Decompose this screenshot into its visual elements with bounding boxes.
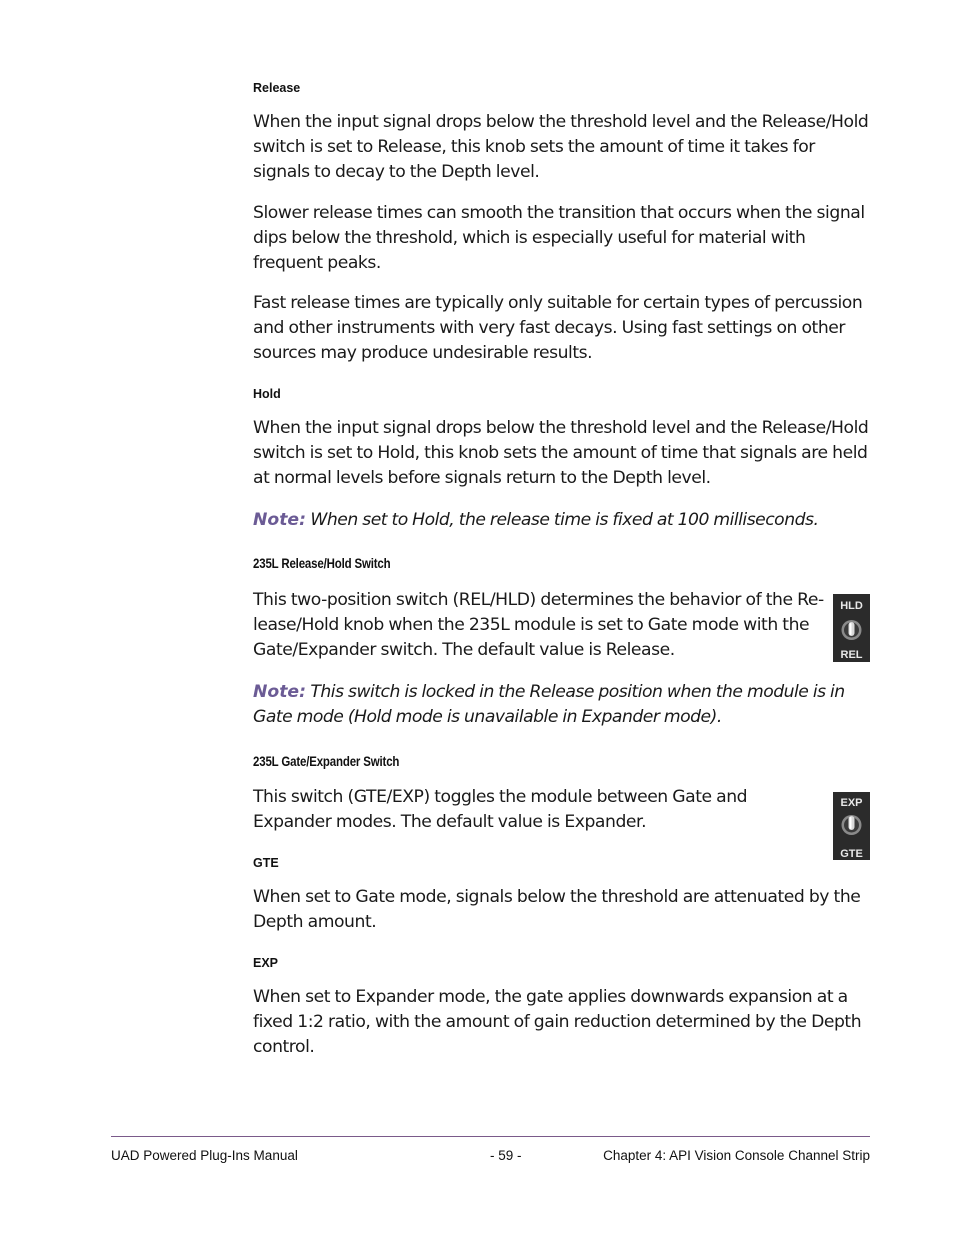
note-label: Note: bbox=[253, 682, 306, 702]
exp-paragraph: When set to Expander mode, the gate applies downwards expansion at a fixed 1:2 ratio, with the amount of gain reduction determined by the Depth control. bbox=[253, 987, 862, 1057]
rel-hld-switch-icon bbox=[833, 594, 870, 662]
footer-page-number: - 59 - bbox=[490, 1148, 522, 1163]
heading-release: Release bbox=[253, 81, 301, 95]
gte-paragraph: When set to Gate mode, signals below the threshold are attenuated by the Depth amount. bbox=[253, 887, 861, 932]
heading-gte: GTE bbox=[253, 856, 279, 870]
switch-bottom-label: GTE bbox=[840, 848, 863, 860]
footer-chapter-title: Chapter 4: API Vision Console Channel Strip bbox=[603, 1148, 870, 1163]
release-paragraph-2: Slower release times can smooth the transition that occurs when the signal dips below the threshold, which is especially useful for material with frequent peaks. bbox=[253, 203, 865, 273]
gte-exp-switch-icon bbox=[833, 792, 870, 860]
note-text: This switch is locked in the Release position when the module is in Gate mode (Hold mode is unavailable in Expander mode). bbox=[253, 682, 845, 727]
release-paragraph-3: Fast release times are typically only suitable for certain types of percussion and other instruments with very fast decays. Using fast settings on other sources may produce undesirable results. bbox=[253, 293, 863, 363]
footer-rule bbox=[111, 1136, 870, 1137]
switch-bottom-label: REL bbox=[840, 649, 863, 661]
hold-note bbox=[253, 508, 870, 533]
gate-expander-switch-paragraph: This switch (GTE/EXP) toggles the module between Gate and Expander modes. The default value is Expander. bbox=[253, 787, 748, 832]
release-hold-switch-note bbox=[253, 680, 870, 730]
heading-hold: Hold bbox=[253, 387, 281, 401]
heading-exp: EXP bbox=[253, 956, 279, 970]
footer-manual-title: UAD Powered Plug-Ins Manual bbox=[111, 1148, 298, 1163]
note-label: Note: bbox=[253, 510, 306, 530]
switch-top-label: HLD bbox=[840, 600, 863, 612]
heading-release-hold-switch: 235L Release/Hold Switch bbox=[253, 555, 391, 571]
heading-gate-expander-switch: 235L Gate/Expander Switch bbox=[253, 753, 400, 769]
note-text: When set to Hold, the release time is fixed at 100 milliseconds. bbox=[305, 510, 819, 530]
release-hold-switch-paragraph: This two-position switch (REL/HLD) determines the behavior of the Re-lease/Hold knob when the 235L module is set to Gate mode with the Gate/Expander switch. The default value is Release. bbox=[253, 590, 824, 660]
switch-top-label: EXP bbox=[840, 797, 863, 809]
hold-paragraph-1: When the input signal drops below the threshold level and the Release/Hold switch is set to Hold, this knob sets the amount of time that signals are held at normal levels before signals return to the Depth level. bbox=[253, 418, 869, 488]
release-paragraph-1: When the input signal drops below the threshold level and the Release/Hold switch is set to Release, this knob sets the amount of time it takes for signals to decay to the Depth level. bbox=[253, 112, 869, 182]
